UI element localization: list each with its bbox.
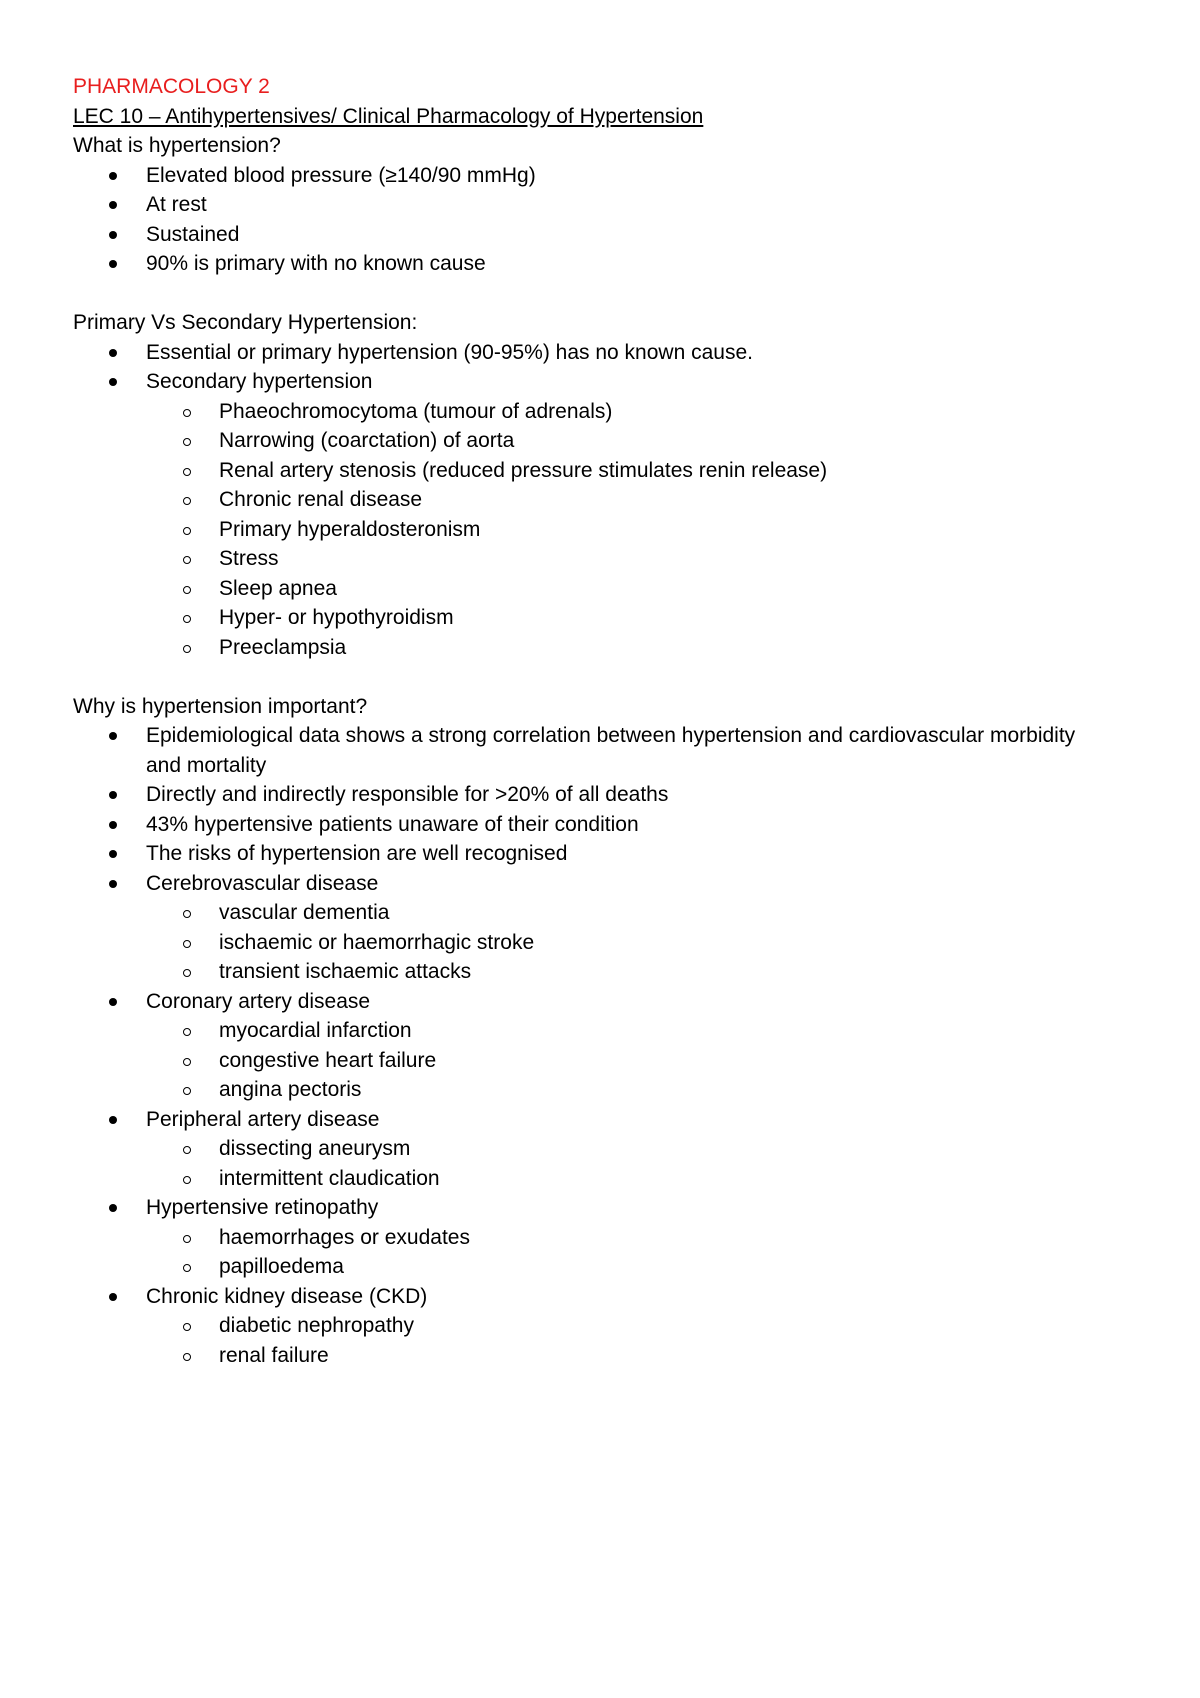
sub-list-item-text: Stress xyxy=(219,547,279,570)
list-item-text: Epidemiological data shows a strong correlation between hypertension and cardiovascular morbidity and mortality xyxy=(146,724,1076,777)
sub-list-item-text: Chronic renal disease xyxy=(219,488,423,511)
sub-list-item xyxy=(73,1046,1133,1076)
section-spacer xyxy=(73,662,1133,692)
sub-list-item xyxy=(73,485,1133,515)
sub-list-item-text: Renal artery stenosis (reduced pressure stimulates renin release) xyxy=(219,458,828,482)
sub-list-item-text: congestive heart failure xyxy=(219,1048,437,1072)
sub-list-item-text: diabetic nephropathy xyxy=(219,1314,414,1337)
sub-list-item-text: vascular dementia xyxy=(219,901,390,924)
bullet-icon xyxy=(109,791,117,799)
sub-list-item xyxy=(73,898,1133,928)
sub-list-item xyxy=(73,1075,1133,1105)
sub-list-item xyxy=(73,1134,1133,1164)
bullet-icon xyxy=(109,850,117,858)
sub-list-item xyxy=(73,1016,1133,1046)
sub-list-item-text: Hyper- or hypothyroidism xyxy=(219,606,454,629)
hollow-bullet-icon xyxy=(183,556,191,564)
sub-list-item-text: papilloedema xyxy=(219,1255,344,1278)
hollow-bullet-icon xyxy=(183,527,191,535)
hollow-bullet-icon xyxy=(183,438,191,446)
sub-list-item-text: Preeclampsia xyxy=(219,635,347,659)
list-item-text: Hypertensive retinopathy xyxy=(146,1196,379,1219)
list-item xyxy=(73,780,1133,810)
sub-list-item xyxy=(73,1164,1133,1194)
bullet-icon xyxy=(109,732,117,740)
bullet-list xyxy=(73,338,1133,663)
hollow-bullet-icon xyxy=(183,910,191,918)
list-item-text: 90% is primary with no known cause xyxy=(146,252,486,275)
sub-list-item xyxy=(73,1311,1133,1341)
sub-list-item xyxy=(73,397,1133,427)
list-item-text: Secondary hypertension xyxy=(146,370,373,393)
list-item xyxy=(73,869,1133,899)
sub-list-item-text: Primary hyperaldosteronism xyxy=(219,517,481,541)
sub-list-item xyxy=(73,928,1133,958)
list-item-text: Coronary artery disease xyxy=(146,989,371,1013)
hollow-bullet-icon xyxy=(183,615,191,623)
section-spacer xyxy=(73,279,1133,309)
list-item-text: Essential or primary hypertension (90-95%) has no known cause. xyxy=(146,340,753,364)
document-page xyxy=(73,72,1133,1370)
bullet-icon xyxy=(109,880,117,888)
hollow-bullet-icon xyxy=(183,1235,191,1243)
hollow-bullet-icon xyxy=(183,1323,191,1331)
list-item xyxy=(73,367,1133,397)
list-item xyxy=(73,338,1133,368)
list-item xyxy=(73,810,1133,840)
sub-list-item xyxy=(73,1223,1133,1253)
bullet-icon xyxy=(109,378,117,386)
list-item-text: Chronic kidney disease (CKD) xyxy=(146,1284,428,1308)
lecture-subtitle: LEC 10 – Antihypertensives/ Clinical Pharmacology of Hypertension xyxy=(73,104,704,128)
sub-list-item xyxy=(73,957,1133,987)
sub-list-item-text: angina pectoris xyxy=(219,1078,362,1101)
list-item-text: At rest xyxy=(146,193,207,216)
sub-list-item xyxy=(73,603,1133,633)
sub-list-item-text: renal failure xyxy=(219,1343,329,1367)
sub-list-item-text: intermittent claudication xyxy=(219,1166,440,1190)
bullet-icon xyxy=(109,998,117,1006)
list-item-text: Directly and indirectly responsible for >20% of all deaths xyxy=(146,783,669,806)
hollow-bullet-icon xyxy=(183,1353,191,1361)
list-item-text: Elevated blood pressure (≥140/90 mmHg) xyxy=(146,163,536,187)
list-item xyxy=(73,987,1133,1017)
bullet-icon xyxy=(109,1293,117,1301)
sub-list-item-text: Narrowing (coarctation) of aorta xyxy=(219,429,515,452)
bullet-list xyxy=(73,161,1133,279)
bullet-icon xyxy=(109,201,117,209)
list-item xyxy=(73,839,1133,869)
sub-list-item xyxy=(73,1341,1133,1371)
bullet-icon xyxy=(109,1204,117,1212)
hollow-bullet-icon xyxy=(183,940,191,948)
bullet-icon xyxy=(109,821,117,829)
list-item xyxy=(73,220,1133,250)
bullet-icon xyxy=(109,172,117,180)
hollow-bullet-icon xyxy=(183,586,191,594)
hollow-bullet-icon xyxy=(183,1176,191,1184)
sub-list-item xyxy=(73,426,1133,456)
bullet-icon xyxy=(109,260,117,268)
sections-container xyxy=(73,131,1133,1370)
list-item xyxy=(73,1193,1133,1223)
sub-list-item-text: Phaeochromocytoma (tumour of adrenals) xyxy=(219,399,613,423)
bullet-icon xyxy=(109,349,117,357)
list-item-text: Peripheral artery disease xyxy=(146,1107,380,1131)
list-item-text: The risks of hypertension are well recognised xyxy=(146,842,568,865)
hollow-bullet-icon xyxy=(183,969,191,977)
hollow-bullet-icon xyxy=(183,1058,191,1066)
sub-list-item xyxy=(73,544,1133,574)
list-item-text: 43% hypertensive patients unaware of their condition xyxy=(146,812,639,836)
hollow-bullet-icon xyxy=(183,1087,191,1095)
sub-list-item-text: haemorrhages or exudates xyxy=(219,1225,470,1249)
sub-list-item xyxy=(73,574,1133,604)
sub-list-item xyxy=(73,515,1133,545)
sub-list-item-text: dissecting aneurysm xyxy=(219,1137,411,1160)
list-item xyxy=(73,249,1133,279)
hollow-bullet-icon xyxy=(183,645,191,653)
sub-list-item-text: ischaemic or haemorrhagic stroke xyxy=(219,930,535,954)
bullet-list xyxy=(73,721,1133,1370)
list-item xyxy=(73,161,1133,191)
sub-list-item xyxy=(73,1252,1133,1282)
list-item xyxy=(73,1282,1133,1312)
sub-list-item-text: transient ischaemic attacks xyxy=(219,960,472,983)
hollow-bullet-icon xyxy=(183,468,191,476)
sub-list-item-text: Sleep apnea xyxy=(219,576,337,600)
section-heading: What is hypertension? xyxy=(73,134,281,157)
hollow-bullet-icon xyxy=(183,409,191,417)
section-heading: Primary Vs Secondary Hypertension: xyxy=(73,311,418,334)
sub-list-item-text: myocardial infarction xyxy=(219,1019,412,1042)
list-item-text: Sustained xyxy=(146,222,240,246)
list-item xyxy=(73,190,1133,220)
list-item-text: Cerebrovascular disease xyxy=(146,871,379,895)
list-item xyxy=(73,1105,1133,1135)
sub-list-item xyxy=(73,456,1133,486)
hollow-bullet-icon xyxy=(183,1028,191,1036)
document-title: PHARMACOLOGY 2 xyxy=(73,75,270,98)
bullet-icon xyxy=(109,231,117,239)
bullet-icon xyxy=(109,1116,117,1124)
hollow-bullet-icon xyxy=(183,1146,191,1154)
section-heading: Why is hypertension important? xyxy=(73,694,368,718)
sub-list-item xyxy=(73,633,1133,663)
hollow-bullet-icon xyxy=(183,497,191,505)
list-item xyxy=(73,721,1133,780)
hollow-bullet-icon xyxy=(183,1264,191,1272)
